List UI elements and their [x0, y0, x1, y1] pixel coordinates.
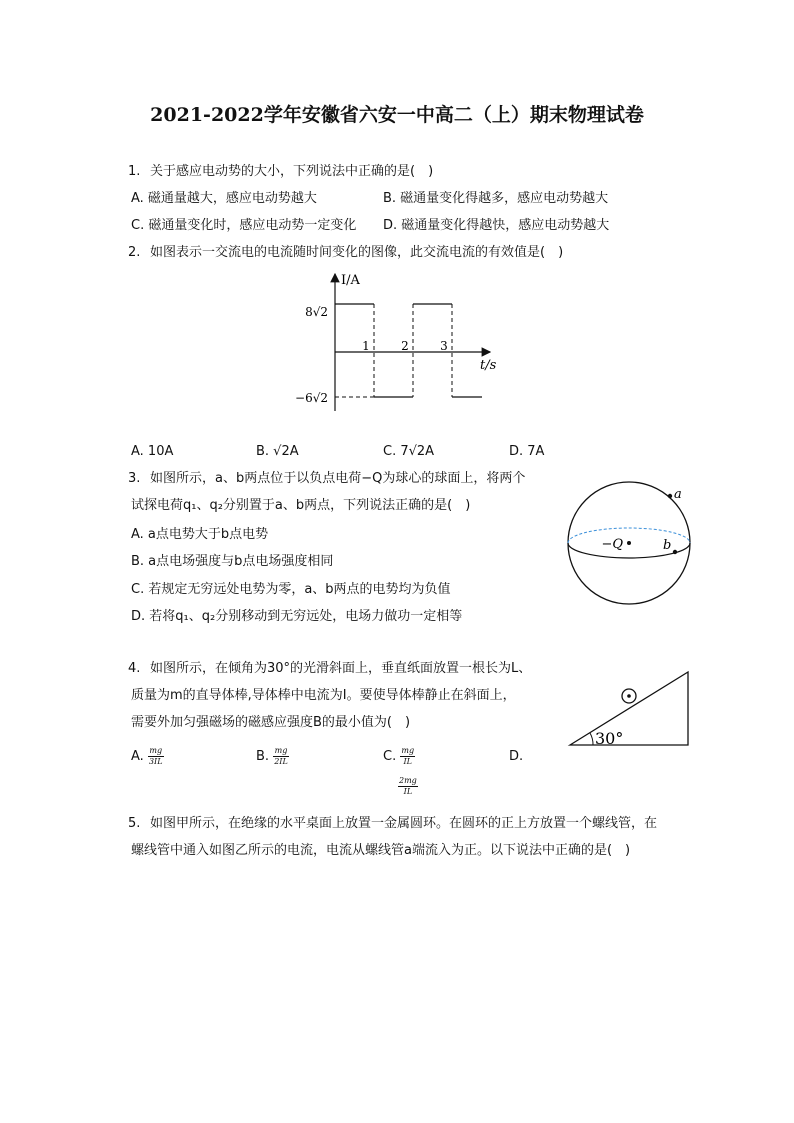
equator-back: [568, 528, 690, 543]
angle-arc: [590, 733, 593, 745]
point-b: [673, 550, 677, 554]
q3-option-d: D. 若将q₁、q₂分别移动到无穷远处，电场力做功一定相等: [131, 609, 463, 624]
q2-option-b: B. √2A: [256, 444, 299, 459]
q4-option-a: [131, 746, 164, 767]
q3-stem-line2: 试探电荷q₁、q₂分别置于a、b两点，下列说法正确的是( ): [131, 498, 471, 513]
q4-option-a-numerator: mg: [149, 746, 163, 755]
ac-current-graph: [290, 266, 505, 436]
q2-stem: 如图表示一交流电的电流随时间变化的图像，此交流电流的有效值是( ): [150, 245, 564, 260]
q2-option-a: A. 10A: [131, 444, 174, 459]
q4-option-c-label: C.: [383, 749, 397, 764]
q1-option-a: A. 磁通量越大，感应电动势越大: [131, 191, 317, 206]
low-value-label: −6√2: [295, 391, 328, 405]
q3-option-a: A. a点电势大于b点电势: [131, 527, 269, 542]
center-charge-point: [627, 541, 631, 545]
q1-option-b: B. 磁通量变化得越多，感应电动势越大: [383, 191, 609, 206]
y-axis-label: I/A: [341, 273, 360, 288]
q4-option-c: [383, 746, 415, 767]
incline-triangle: [570, 672, 688, 745]
q4-stem-line1: 如图所示，在倾角为30°的光滑斜面上，垂直纸面放置一根长为L、: [150, 661, 532, 676]
q3-number: 3.: [128, 471, 141, 486]
q4-number: 4.: [128, 661, 141, 676]
q4-option-c-denominator: IL: [400, 756, 415, 767]
q4-option-b-fraction: [273, 746, 289, 767]
q2-number: 2.: [128, 245, 141, 260]
q4-option-d-fraction: [398, 776, 418, 797]
q1-option-c: C. 磁通量变化时，感应电动势一定变化: [131, 218, 357, 233]
q4-option-a-label: A.: [131, 749, 144, 764]
q4-option-b-denominator: 2IL: [274, 757, 288, 766]
tick-label-1: 1: [362, 339, 370, 353]
tick-label-3: 3: [440, 339, 448, 353]
q5-stem-line2: 螺线管中通入如图乙所示的电流，电流从螺线管a端流入为正。以下说法中正确的是( ): [131, 843, 631, 858]
angle-label: 30°: [595, 729, 624, 748]
q4-option-a-fraction: [148, 746, 164, 767]
q4-option-c-fraction: [400, 746, 415, 767]
q4-option-b-label: B.: [256, 749, 270, 764]
q2-option-d: D. 7A: [509, 444, 545, 459]
x-axis-label: t/s: [480, 358, 497, 373]
point-a-label: a: [674, 487, 682, 502]
q4-option-d-numerator: 2mg: [399, 776, 417, 785]
q1-option-d: D. 磁通量变化得越快，感应电动势越大: [383, 218, 610, 233]
q5-stem-line1: 如图甲所示，在绝缘的水平桌面上放置一金属圆环。在圆环的正上方放置一个螺线管，在: [150, 816, 658, 831]
point-b-label: b: [663, 538, 672, 553]
q4-stem-line2: 质量为m的直导体棒,导体棒中电流为I。要使导体棒静止在斜面上，: [131, 688, 516, 703]
q3-option-c: C. 若规定无穷远处电势为零，a、b两点的电势均为负值: [131, 582, 451, 597]
q4-option-c-numerator: mg: [401, 746, 415, 755]
q4-stem-line3: 需要外加匀强磁场的磁感应强度B的最小值为( ): [131, 715, 411, 730]
q4-option-b-numerator: mg: [274, 746, 288, 755]
q1-number: 1.: [128, 164, 141, 179]
q4-option-d-label: D.: [509, 749, 524, 764]
incline-diagram: [565, 668, 695, 750]
q3-option-b: B. a点电场强度与b点电场强度相同: [131, 554, 334, 569]
equator-front: [568, 543, 690, 558]
current-out-of-page-dot: [627, 694, 631, 698]
q2-option-c: C. 7√2A: [383, 444, 435, 459]
sphere-diagram: [560, 476, 700, 611]
tick-label-2: 2: [401, 339, 409, 353]
q4-option-a-denominator: 3IL: [148, 757, 163, 766]
point-a: [668, 494, 672, 498]
q5-number: 5.: [128, 816, 141, 831]
q4-option-d: [398, 776, 418, 797]
q4-option-b: [256, 746, 289, 767]
high-value-label: 8√2: [305, 305, 328, 319]
charge-label: −Q: [601, 537, 623, 552]
q3-stem-line1: 如图所示，a、b两点位于以负点电荷−Q为球心的球面上，将两个: [150, 471, 526, 486]
q4-option-d-denominator: IL: [398, 786, 418, 797]
q1-stem: 关于感应电动势的大小，下列说法中正确的是( ): [150, 164, 434, 179]
exam-title: 2021-2022学年安徽省六安一中高二（上）期末物理试卷: [150, 104, 644, 126]
